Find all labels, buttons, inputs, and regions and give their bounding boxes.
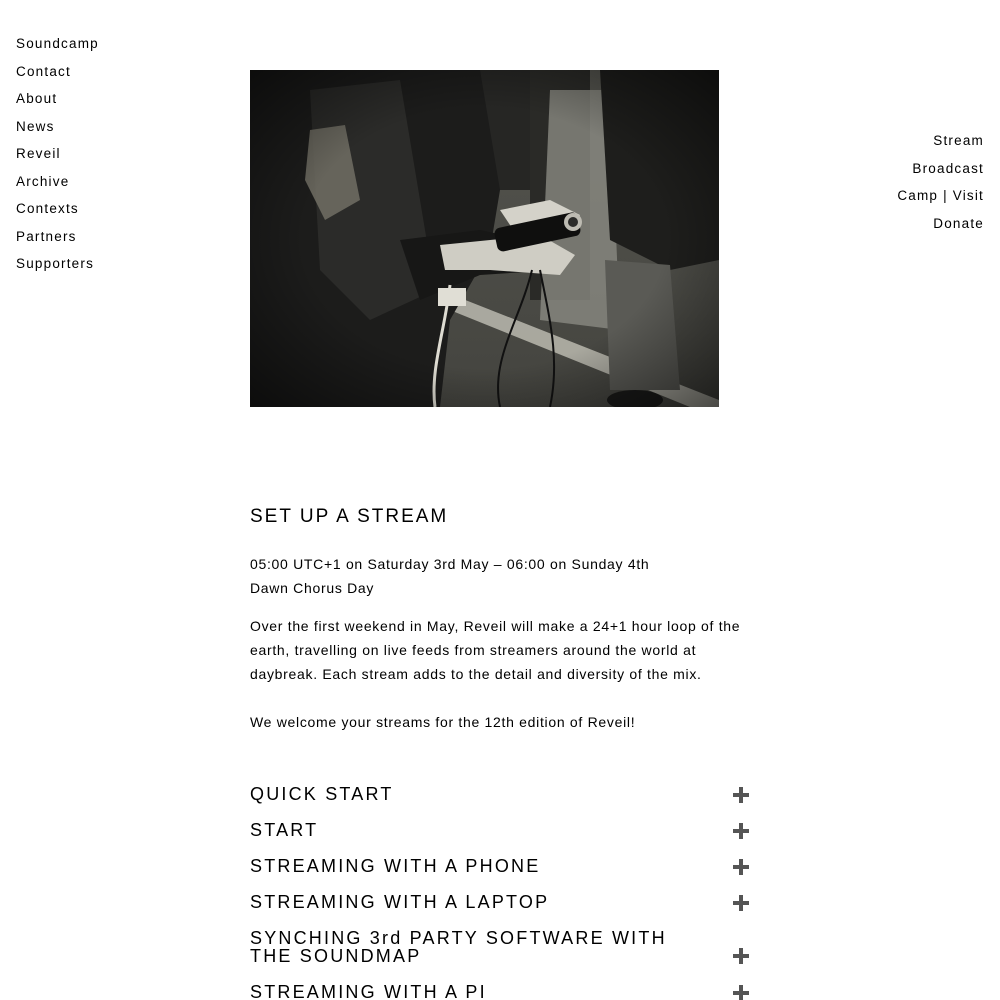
sub-nav <box>784 131 984 241</box>
stream-guides <box>250 782 750 1000</box>
accordion-item-synching[interactable] <box>250 926 750 980</box>
plus-icon[interactable] <box>732 984 750 1000</box>
main-nav <box>16 34 196 282</box>
plus-icon[interactable] <box>732 822 750 840</box>
subnav-item-stream[interactable]: Stream <box>933 133 984 148</box>
accordion-title: QUICK START <box>250 784 394 804</box>
accordion-item-start[interactable] <box>250 818 750 854</box>
accordion-title: STREAMING WITH A PHONE <box>250 856 541 876</box>
accordion-item-pi[interactable] <box>250 980 750 1000</box>
accordion-title: START <box>250 820 319 840</box>
accordion-title: STREAMING WITH A LAPTOP <box>250 892 550 912</box>
nav-item-contact[interactable]: Contact <box>16 63 71 79</box>
welcome-text: We welcome your streams for the 12th edition of Reveil! <box>250 714 636 730</box>
nav-item-supporters[interactable]: Supporters <box>16 256 95 271</box>
intro-paragraph: Over the first weekend in May, Reveil will make a 24+1 hour loop of the earth, travelling on live feeds from streamers around the world at daybreak. Each stream adds to the detail and diversity of the mix. <box>250 618 741 682</box>
plus-icon[interactable] <box>732 786 750 804</box>
plus-icon[interactable] <box>732 858 750 876</box>
plus-icon[interactable] <box>732 947 750 965</box>
nav-item-news[interactable]: News <box>16 118 55 134</box>
event-dates <box>250 552 750 600</box>
nav-item-reveil[interactable]: Reveil <box>16 146 61 161</box>
hero-photo <box>250 70 719 407</box>
main-content <box>250 504 750 734</box>
accordion-item-laptop[interactable] <box>250 890 750 926</box>
subnav-item-camp-visit[interactable]: Camp | Visit <box>897 188 984 203</box>
nav-item-about[interactable]: About <box>16 91 58 106</box>
page-title: SET UP A STREAM <box>250 506 449 527</box>
nav-item-contexts[interactable]: Contexts <box>16 201 79 216</box>
accordion-item-quick-start[interactable] <box>250 782 750 818</box>
nav-item-partners[interactable]: Partners <box>16 228 77 244</box>
subnav-item-broadcast[interactable]: Broadcast <box>912 160 984 176</box>
plus-icon[interactable] <box>732 894 750 912</box>
accordion-title: SYNCHING 3rd PARTY SOFTWARE WITH THE SOUNDMAP <box>250 928 667 966</box>
nav-item-soundcamp[interactable]: Soundcamp <box>16 36 99 51</box>
event-name: Dawn Chorus Day <box>250 580 375 596</box>
accordion-item-phone[interactable] <box>250 854 750 890</box>
accordion-title: STREAMING WITH A PI <box>250 982 487 1000</box>
subnav-item-donate[interactable]: Donate <box>933 215 984 231</box>
nav-item-archive[interactable]: Archive <box>16 173 70 189</box>
date-line: 05:00 UTC+1 on Saturday 3rd May – 06:00 on Sunday 4th <box>250 556 650 572</box>
